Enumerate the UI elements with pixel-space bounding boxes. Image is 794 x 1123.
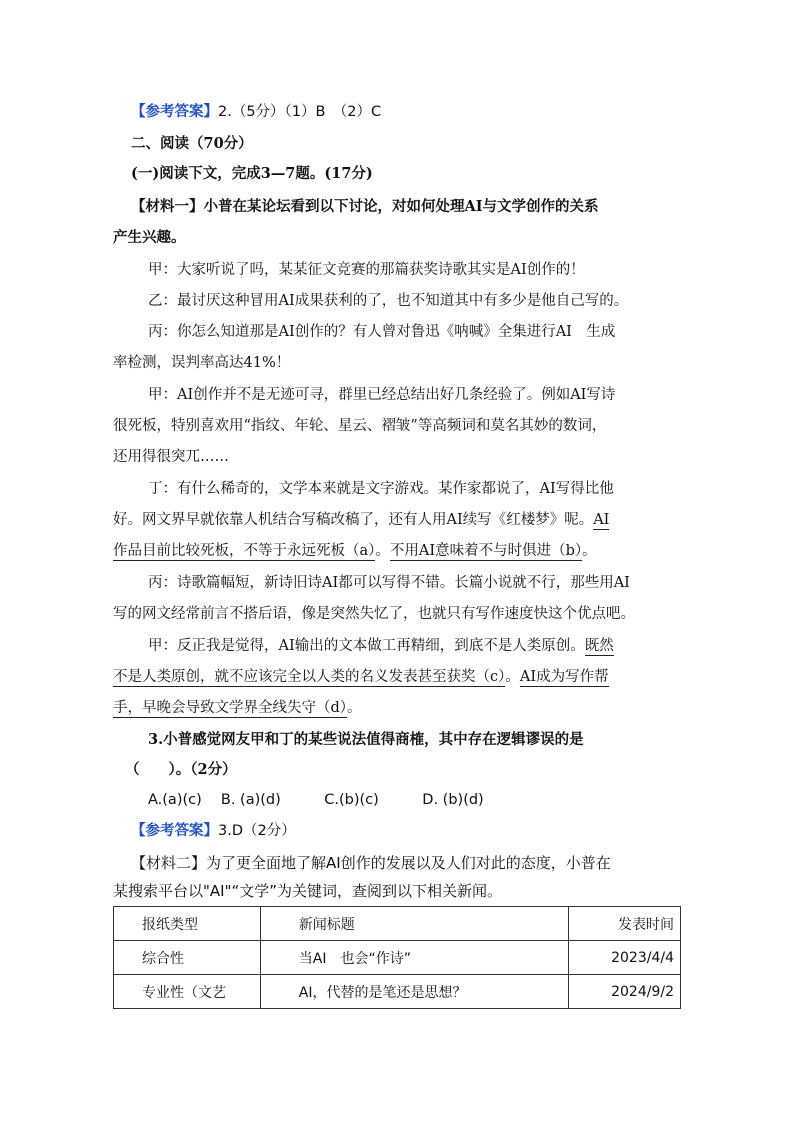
dialog-jia-2-line-3: 还用得很突兀…… — [113, 449, 229, 465]
material-2-label: 【材料二】 — [131, 854, 207, 872]
statement-c: 不是人类原创，就不应该完全以人类的名义发表甚至获奖（c） — [113, 669, 506, 685]
dialog-jia-1: 甲：大家听说了吗，某某征文竞赛的那篇获奖诗歌其实是AI创作的！ — [148, 262, 585, 278]
material-2-text: 为了更全面地了解AI创作的发展以及人们对此的态度，小普在 — [206, 854, 611, 872]
question-3-blank: （ ）。（2分） — [125, 761, 237, 778]
statement-d-part-1: AI成为写作帮 — [519, 669, 609, 685]
punct: 。 — [505, 669, 520, 685]
material-1-line-2: 产生兴趣。 — [113, 229, 186, 246]
cell-news-title: 当AI 也会“作诗” — [260, 941, 568, 975]
statement-d-part-2: 手，早晚会导致文学界全线失守（d） — [113, 700, 348, 716]
answer-text: 3.D（2分） — [218, 823, 296, 839]
statement-b: 不用AI意味着不与时俱进（b） — [389, 543, 583, 559]
cell-publish-date: 2024/9/2 — [569, 975, 681, 1009]
ding-line-2-text: 好。网文界早就依靠人机结合写稿改稿了，还有人用AI续写《红楼梦》呢。 — [113, 512, 594, 528]
dialog-bing-2-line-2: 写的网文经常前言不搭后语，像是突然失忆了，也就只有写作速度快这个优点吧。 — [113, 606, 635, 622]
dialog-ding-1-line-2 — [113, 510, 609, 530]
dialog-yi-1: 乙：最讨厌这种冒用AI成果获利的了，也不知道其中有多少是他自己写的。 — [148, 293, 629, 309]
table-header-row — [114, 907, 681, 941]
answer-label: 【参考答案】 — [131, 103, 218, 120]
dialog-bing-2-line-1: 丙：诗歌篇幅短，新诗旧诗AI都可以写得不错。长篇小说就不行，那些用AI — [148, 575, 630, 591]
statement-a: 作品目前比较死板，不等于永远死板（a） — [113, 543, 376, 559]
material-1-line-1 — [131, 197, 599, 217]
material-1-text: 小普在某论坛看到以下讨论，对如何处理AI与文学创作的关系 — [203, 198, 599, 215]
header-news-title: 新闻标题 — [260, 907, 568, 941]
news-table — [113, 906, 681, 1009]
header-paper-type: 报纸类型 — [114, 907, 261, 941]
punct: 。 — [582, 543, 597, 559]
dialog-bing-1-line-1: 丙：你怎么知道那是AI创作的？有人曾对鲁迅《呐喊》全集进行AI 生成 — [148, 324, 616, 340]
subsection-heading: (一)阅读下文，完成3—7题。(17分) — [131, 165, 373, 182]
material-2-line-1 — [131, 853, 611, 873]
question-3-stem: 3.小普感觉网友甲和丁的某些说法值得商榷，其中存在逻辑谬误的是 — [148, 731, 584, 748]
cell-paper-type: 综合性 — [114, 941, 261, 975]
answer-label: 【参考答案】 — [131, 822, 218, 839]
punct: 。 — [375, 543, 390, 559]
answer-3 — [131, 821, 296, 841]
question-3-options: A.(a)(c) B. (a)(d) C.(b)(c) D. (b)(d) — [148, 792, 484, 808]
dialog-jia-3-line-1 — [148, 636, 614, 656]
cell-publish-date: 2023/4/4 — [569, 941, 681, 975]
dialog-jia-2-line-2: 很死板，特别喜欢用“指纹、年轮、星云、褶皱”等高频词和莫名其妙的数词， — [113, 418, 607, 434]
answer-2 — [131, 102, 381, 122]
section-heading: 二、阅读（70分） — [131, 135, 253, 152]
table-row — [114, 975, 681, 1009]
dialog-jia-2-line-1: 甲：AI创作并不是无迹可寻，群里已经总结出好几条经验了。例如AI写诗 — [148, 387, 616, 403]
table-row — [114, 941, 681, 975]
underlined-jiran: 既然 — [584, 638, 614, 654]
cell-news-title: AI，代替的是笔还是思想？ — [260, 975, 568, 1009]
material-1-label: 【材料一】 — [131, 198, 204, 215]
dialog-jia-3-line-2 — [113, 667, 609, 687]
dialog-ding-1-line-1: 丁：有什么稀奇的，文学本来就是文字游戏。某作家都说了，AI写得比他 — [148, 481, 614, 497]
underlined-ai: AI — [593, 512, 610, 528]
dialog-jia-3-line-3 — [113, 698, 362, 718]
jia-3-text: 甲：反正我是觉得，AI输出的文本做工再精细，到底不是人类原创。 — [148, 638, 585, 654]
cell-paper-type: 专业性（文艺 — [114, 975, 261, 1009]
dialog-ding-1-line-3 — [113, 541, 597, 561]
dialog-bing-1-line-2: 率检测，误判率高达41%！ — [113, 355, 291, 371]
header-publish-date: 发表时间 — [569, 907, 681, 941]
answer-text: 2.（5分）（1）B （2）C — [218, 104, 382, 120]
punct: 。 — [347, 700, 362, 716]
material-2-line-2: 某搜索平台以"AI"“文学”为关键词，查阅到以下相关新闻。 — [113, 882, 503, 900]
